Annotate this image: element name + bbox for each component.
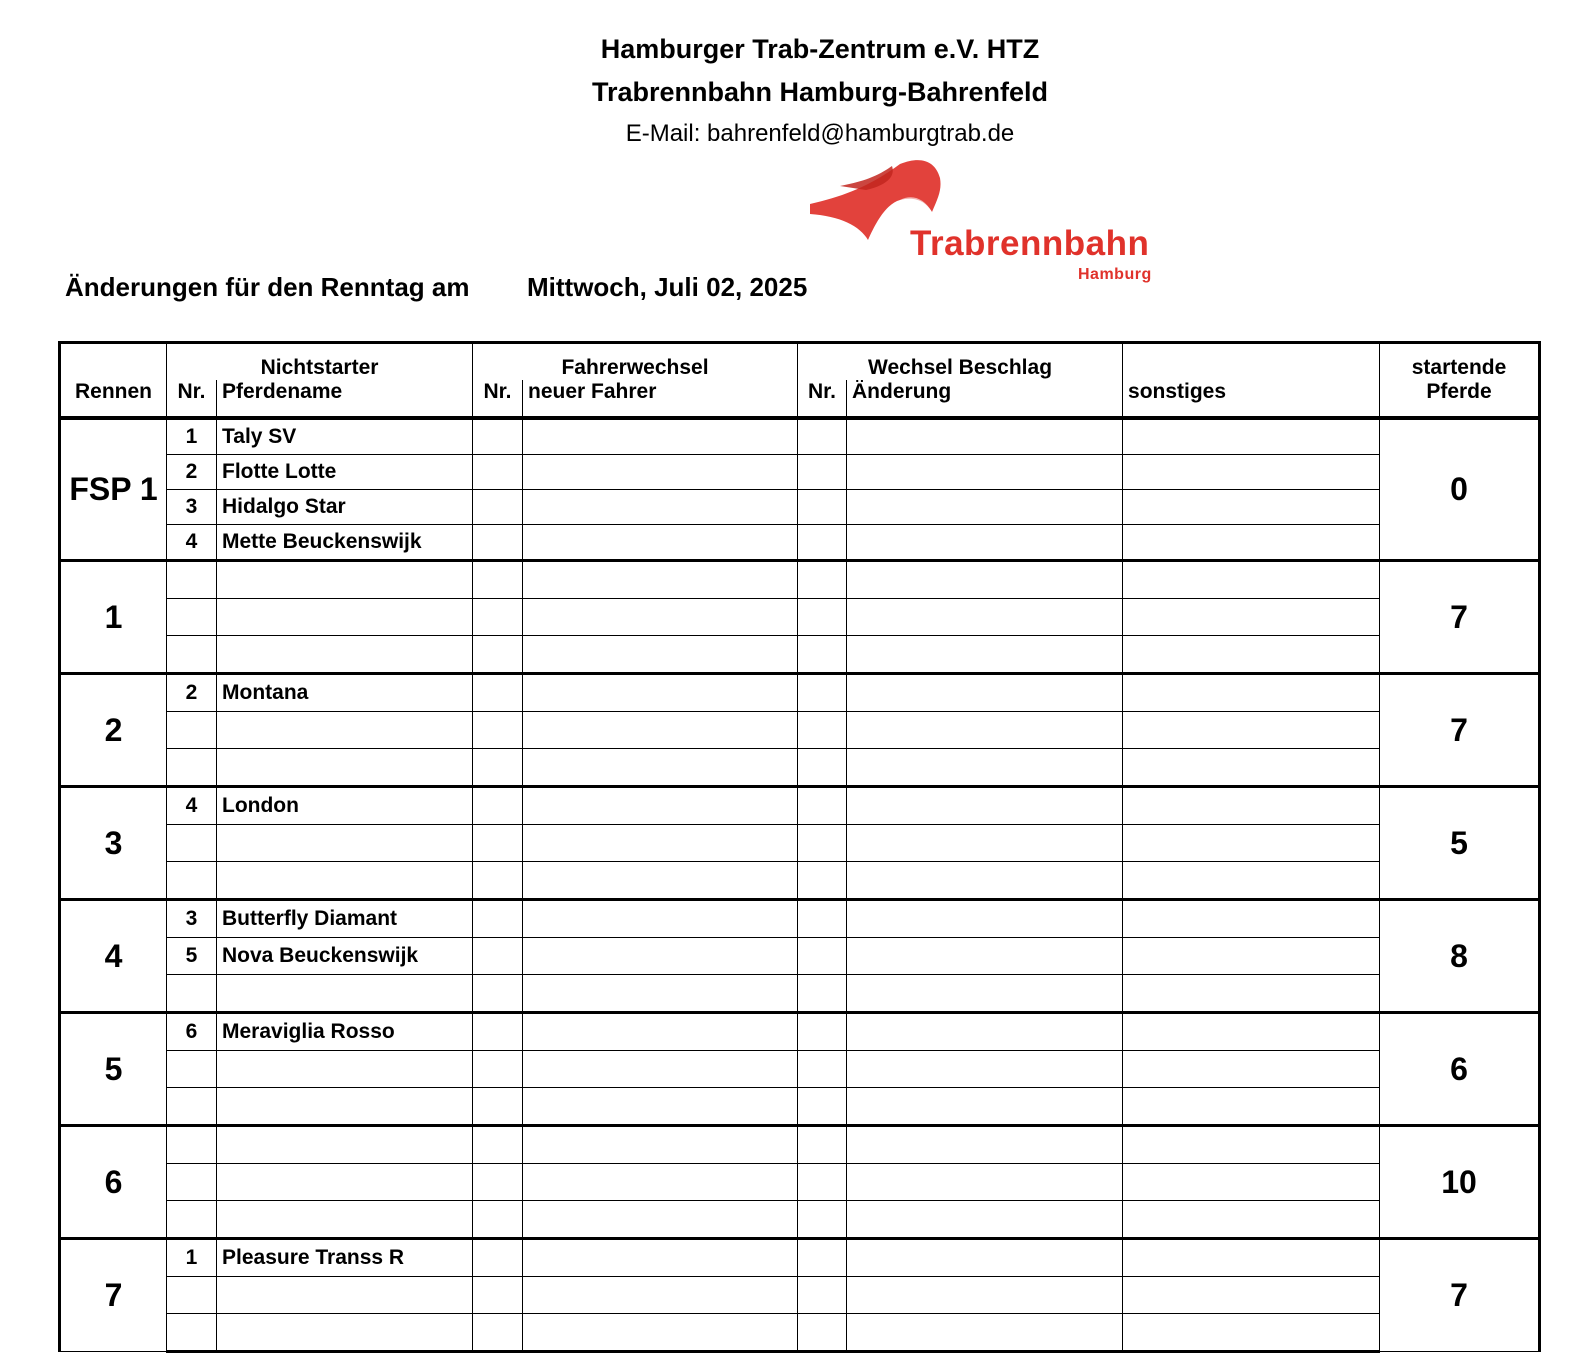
table-row [60,938,1540,975]
beschlag-nr [798,1201,847,1239]
fahrerwechsel-nr [473,1164,523,1201]
race-number: 4 [60,900,167,1013]
fahrerwechsel-neuer-fahrer [523,712,798,749]
fahrerwechsel-nr [473,418,523,455]
sonstiges-cell [1123,418,1380,455]
startende-pferde-count: 8 [1380,900,1540,1013]
header-rennen-top [60,343,167,381]
fahrerwechsel-neuer-fahrer [523,975,798,1013]
fahrerwechsel-nr [473,525,523,561]
nichtstarter-pferdename [217,1314,473,1352]
nichtstarter-nr: 6 [167,1013,217,1051]
fahrerwechsel-nr [473,1277,523,1314]
beschlag-nr [798,1277,847,1314]
fahrerwechsel-neuer-fahrer [523,1277,798,1314]
beschlag-nr [798,1314,847,1352]
fahrerwechsel-neuer-fahrer [523,825,798,862]
startende-pferde-count: 0 [1380,418,1540,561]
beschlag-nr [798,712,847,749]
startende-pferde-count: 7 [1380,561,1540,674]
beschlag-aenderung [847,1088,1123,1126]
table-row [60,862,1540,900]
sonstiges-cell [1123,862,1380,900]
nichtstarter-nr [167,862,217,900]
table-row [60,418,1540,455]
beschlag-nr [798,938,847,975]
fahrerwechsel-nr [473,1051,523,1088]
fahrerwechsel-neuer-fahrer [523,1088,798,1126]
sonstiges-cell [1123,599,1380,636]
race-number: 3 [60,787,167,900]
header-fw-nr: Nr. [473,380,523,418]
beschlag-aenderung [847,1314,1123,1352]
nichtstarter-nr: 4 [167,525,217,561]
table-row [60,1088,1540,1126]
nichtstarter-pferdename [217,712,473,749]
race-number: FSP 1 [60,418,167,561]
table-row [60,787,1540,825]
header-rennen: Rennen [60,380,167,418]
header-pferde: Pferde [1380,380,1540,418]
nichtstarter-pferdename: Pleasure Transs R [217,1239,473,1277]
race-number: 6 [60,1126,167,1239]
race-number: 7 [60,1239,167,1352]
beschlag-aenderung [847,900,1123,938]
sonstiges-cell [1123,900,1380,938]
beschlag-nr [798,1088,847,1126]
fahrerwechsel-nr [473,1088,523,1126]
header-sonstiges: sonstiges [1123,380,1380,418]
fahrerwechsel-nr [473,1126,523,1164]
sonstiges-cell [1123,1277,1380,1314]
beschlag-aenderung [847,490,1123,525]
nichtstarter-nr [167,1088,217,1126]
fahrerwechsel-neuer-fahrer [523,674,798,712]
beschlag-nr [798,1239,847,1277]
startende-pferde-count: 6 [1380,1013,1540,1126]
nichtstarter-pferdename [217,561,473,599]
nichtstarter-nr [167,825,217,862]
nichtstarter-pferdename [217,1088,473,1126]
fahrerwechsel-nr [473,787,523,825]
fahrerwechsel-nr [473,938,523,975]
fahrerwechsel-neuer-fahrer [523,1013,798,1051]
fahrerwechsel-nr [473,599,523,636]
beschlag-nr [798,975,847,1013]
nichtstarter-pferdename [217,825,473,862]
fahrerwechsel-nr [473,1201,523,1239]
nichtstarter-pferdename: London [217,787,473,825]
nichtstarter-pferdename: Flotte Lotte [217,455,473,490]
fahrerwechsel-nr [473,561,523,599]
beschlag-aenderung [847,561,1123,599]
fahrerwechsel-nr [473,900,523,938]
nichtstarter-pferdename [217,862,473,900]
beschlag-nr [798,490,847,525]
nichtstarter-nr [167,599,217,636]
beschlag-nr [798,599,847,636]
table-row [60,825,1540,862]
fahrerwechsel-nr [473,455,523,490]
nichtstarter-pferdename: Mette Beuckenswijk [217,525,473,561]
beschlag-aenderung [847,636,1123,674]
nichtstarter-nr: 4 [167,787,217,825]
sonstiges-cell [1123,787,1380,825]
fahrerwechsel-neuer-fahrer [523,636,798,674]
nichtstarter-nr: 2 [167,674,217,712]
sonstiges-cell [1123,1013,1380,1051]
table-row [60,599,1540,636]
beschlag-aenderung [847,1126,1123,1164]
sonstiges-cell [1123,1314,1380,1352]
race-day-line [65,272,807,303]
header-wechsel-beschlag: Wechsel Beschlag [798,343,1123,381]
nichtstarter-nr [167,1201,217,1239]
table-row [60,1239,1540,1277]
beschlag-nr [798,787,847,825]
table-row [60,1013,1540,1051]
startende-pferde-count: 7 [1380,674,1540,787]
sonstiges-cell [1123,1164,1380,1201]
beschlag-aenderung [847,712,1123,749]
beschlag-nr [798,418,847,455]
beschlag-nr [798,561,847,599]
logo-wordmark: Trabrennbahn [910,224,1150,263]
sonstiges-cell [1123,525,1380,561]
race-number: 5 [60,1013,167,1126]
beschlag-aenderung [847,862,1123,900]
table-body [60,418,1540,1352]
sonstiges-cell [1123,1051,1380,1088]
nichtstarter-pferdename [217,975,473,1013]
nichtstarter-nr: 5 [167,938,217,975]
nichtstarter-nr [167,1314,217,1352]
header-pferdename: Pferdename [217,380,473,418]
fahrerwechsel-neuer-fahrer [523,1201,798,1239]
fahrerwechsel-neuer-fahrer [523,749,798,787]
sonstiges-cell [1123,749,1380,787]
startende-pferde-count: 5 [1380,787,1540,900]
beschlag-nr [798,455,847,490]
nichtstarter-nr [167,975,217,1013]
fahrerwechsel-neuer-fahrer [523,938,798,975]
race-number: 2 [60,674,167,787]
beschlag-nr [798,1013,847,1051]
beschlag-aenderung [847,1201,1123,1239]
sonstiges-cell [1123,712,1380,749]
beschlag-aenderung [847,455,1123,490]
startende-pferde-count: 10 [1380,1126,1540,1239]
nichtstarter-nr: 1 [167,1239,217,1277]
beschlag-nr [798,900,847,938]
header-nr: Nr. [167,380,217,418]
beschlag-aenderung [847,1013,1123,1051]
fahrerwechsel-neuer-fahrer [523,418,798,455]
sonstiges-cell [1123,674,1380,712]
header-aenderung: Änderung [847,380,1123,418]
fahrerwechsel-nr [473,712,523,749]
nichtstarter-pferdename: Hidalgo Star [217,490,473,525]
header-nichtstarter: Nichtstarter [167,343,473,381]
nichtstarter-nr: 3 [167,900,217,938]
fahrerwechsel-nr [473,636,523,674]
fahrerwechsel-neuer-fahrer [523,525,798,561]
sonstiges-cell [1123,636,1380,674]
fahrerwechsel-nr [473,1314,523,1352]
nichtstarter-nr [167,561,217,599]
table-row [60,525,1540,561]
beschlag-aenderung [847,1164,1123,1201]
venue-name: Trabrennbahn Hamburg-Bahrenfeld [591,77,1049,107]
nichtstarter-pferdename: Taly SV [217,418,473,455]
sonstiges-cell [1123,1239,1380,1277]
document-header [0,28,1572,154]
fahrerwechsel-neuer-fahrer [523,862,798,900]
sonstiges-cell [1123,1126,1380,1164]
table-row [60,749,1540,787]
nichtstarter-pferdename: Montana [217,674,473,712]
fahrerwechsel-nr [473,825,523,862]
sonstiges-cell [1123,975,1380,1013]
contact-email: E-Mail: bahrenfeld@hamburgtrab.de [625,120,1015,147]
sonstiges-cell [1123,490,1380,525]
header-sonstiges-top [1123,343,1380,381]
beschlag-nr [798,1164,847,1201]
nichtstarter-pferdename [217,749,473,787]
table-row [60,1051,1540,1088]
nichtstarter-pferdename [217,1201,473,1239]
beschlag-aenderung [847,975,1123,1013]
beschlag-aenderung [847,749,1123,787]
beschlag-aenderung [847,938,1123,975]
table-row [60,1314,1540,1352]
fahrerwechsel-neuer-fahrer [523,1051,798,1088]
nichtstarter-pferdename [217,1277,473,1314]
nichtstarter-pferdename: Meraviglia Rosso [217,1013,473,1051]
header-startende: startende [1380,343,1540,381]
beschlag-aenderung [847,1239,1123,1277]
nichtstarter-pferdename [217,1164,473,1201]
beschlag-nr [798,525,847,561]
beschlag-nr [798,1051,847,1088]
sonstiges-cell [1123,561,1380,599]
table-row [60,1164,1540,1201]
beschlag-nr [798,749,847,787]
table-row [60,674,1540,712]
fahrerwechsel-neuer-fahrer [523,490,798,525]
fahrerwechsel-neuer-fahrer [523,561,798,599]
header-fahrerwechsel: Fahrerwechsel [473,343,798,381]
fahrerwechsel-nr [473,1239,523,1277]
startende-pferde-count: 7 [1380,1239,1540,1352]
race-day-date: Mittwoch, Juli 02, 2025 [527,272,808,302]
sonstiges-cell [1123,825,1380,862]
table-row [60,490,1540,525]
nichtstarter-nr [167,1051,217,1088]
table-row [60,1277,1540,1314]
beschlag-aenderung [847,674,1123,712]
fahrerwechsel-neuer-fahrer [523,1314,798,1352]
beschlag-aenderung [847,825,1123,862]
logo-subtitle: Hamburg [1078,266,1152,283]
sonstiges-cell [1123,938,1380,975]
table-row [60,455,1540,490]
nichtstarter-nr [167,712,217,749]
org-name: Hamburger Trab-Zentrum e.V. HTZ [600,34,1040,64]
nichtstarter-nr: 3 [167,490,217,525]
beschlag-nr [798,636,847,674]
nichtstarter-pferdename [217,1051,473,1088]
nichtstarter-nr [167,1164,217,1201]
beschlag-nr [798,674,847,712]
fahrerwechsel-neuer-fahrer [523,1164,798,1201]
table-row [60,975,1540,1013]
sonstiges-cell [1123,1201,1380,1239]
beschlag-aenderung [847,418,1123,455]
table-row [60,1126,1540,1164]
nichtstarter-pferdename [217,1126,473,1164]
nichtstarter-nr [167,749,217,787]
race-number: 1 [60,561,167,674]
nichtstarter-pferdename: Butterfly Diamant [217,900,473,938]
fahrerwechsel-nr [473,975,523,1013]
fahrerwechsel-nr [473,862,523,900]
fahrerwechsel-neuer-fahrer [523,1239,798,1277]
beschlag-aenderung [847,1051,1123,1088]
table-row [60,561,1540,599]
table-row [60,712,1540,749]
fahrerwechsel-neuer-fahrer [523,900,798,938]
fahrerwechsel-nr [473,674,523,712]
beschlag-aenderung [847,1277,1123,1314]
nichtstarter-nr [167,1277,217,1314]
fahrerwechsel-neuer-fahrer [523,1126,798,1164]
beschlag-aenderung [847,787,1123,825]
fahrerwechsel-neuer-fahrer [523,455,798,490]
fahrerwechsel-neuer-fahrer [523,599,798,636]
nichtstarter-pferdename [217,599,473,636]
nichtstarter-pferdename: Nova Beuckenswijk [217,938,473,975]
beschlag-nr [798,825,847,862]
table-row [60,900,1540,938]
race-day-label: Änderungen für den Renntag am [65,272,470,302]
fahrerwechsel-nr [473,1013,523,1051]
beschlag-aenderung [847,599,1123,636]
fahrerwechsel-neuer-fahrer [523,787,798,825]
sonstiges-cell [1123,1088,1380,1126]
header-wb-nr: Nr. [798,380,847,418]
nichtstarter-nr: 1 [167,418,217,455]
beschlag-nr [798,1126,847,1164]
fahrerwechsel-nr [473,749,523,787]
beschlag-aenderung [847,525,1123,561]
table-row [60,636,1540,674]
header-neuer-fahrer: neuer Fahrer [523,380,798,418]
nichtstarter-pferdename [217,636,473,674]
beschlag-nr [798,862,847,900]
table-row [60,1201,1540,1239]
sonstiges-cell [1123,455,1380,490]
nichtstarter-nr [167,636,217,674]
nichtstarter-nr: 2 [167,455,217,490]
fahrerwechsel-nr [473,490,523,525]
changes-table [58,341,1541,1353]
nichtstarter-nr [167,1126,217,1164]
